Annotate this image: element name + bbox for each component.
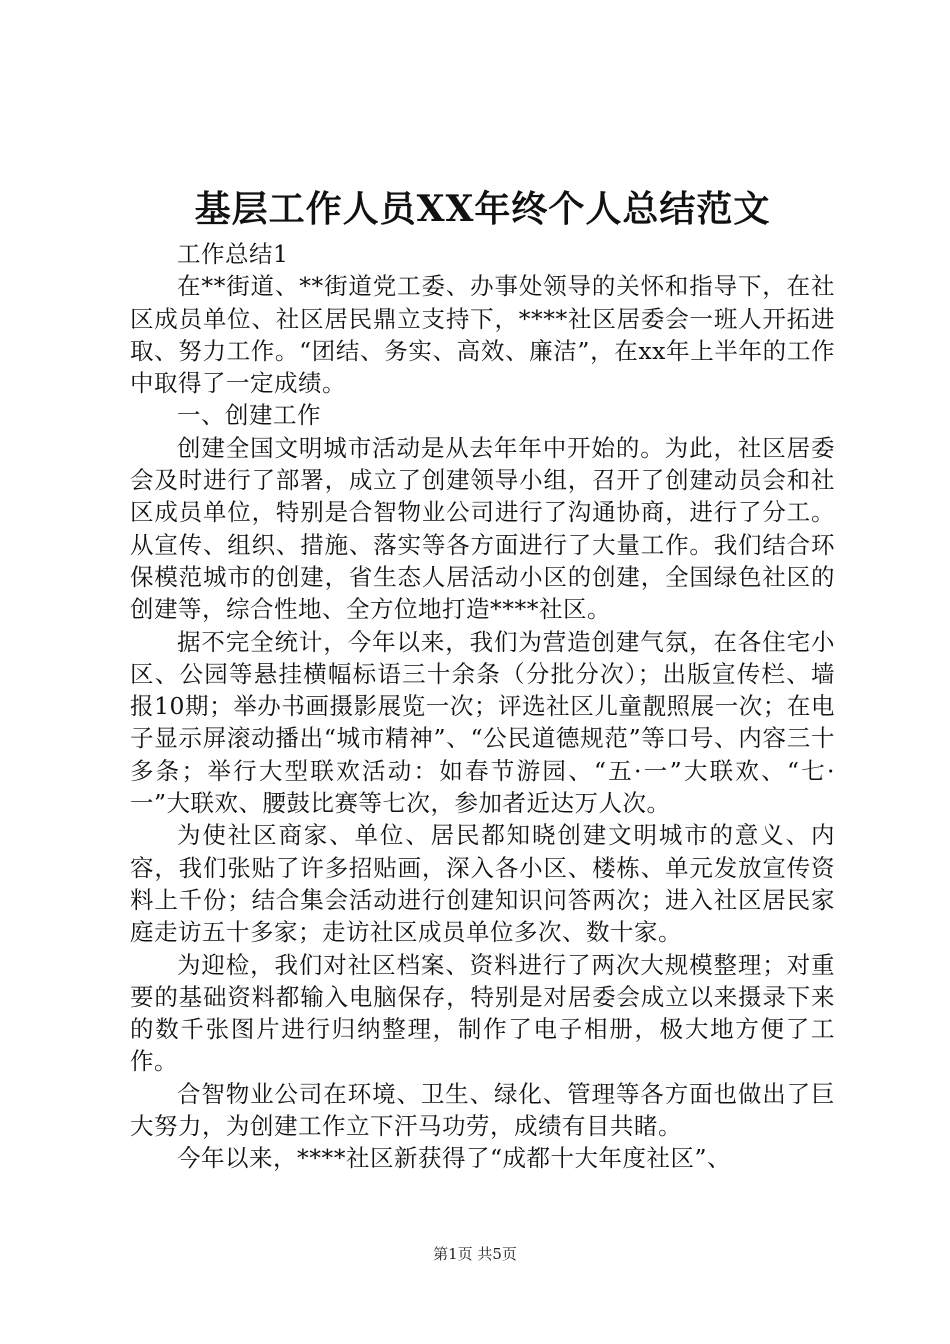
body-paragraph: 为使社区商家、单位、居民都知晓创建文明城市的意义、内容，我们张贴了许多招贴画，深入各小区、楼栋、单元发放宣传资料上千份；结合集会活动进行创建知识问答两次；进入社区居民家庭走访五十多家；走访社区成员单位多次、数十家。 bbox=[130, 821, 835, 947]
section-heading: 工作总结1 bbox=[177, 240, 289, 268]
body-paragraph: 合智物业公司在环境、卫生、绿化、管理等各方面也做出了巨大努力，为创建工作立下汗马功劳，成绩有目共睹。 bbox=[130, 1079, 835, 1141]
body-paragraph: 为迎检，我们对社区档案、资料进行了两次大规模整理；对重要的基础资料都输入电脑保存，特别是对居委会成立以来摄录下来的数千张图片进行归纳整理，制作了电子相册，极大地方便了工作。 bbox=[130, 950, 835, 1076]
body-paragraph: 今年以来，****社区新获得了“成都十大年度社区”、 bbox=[177, 1144, 732, 1173]
body-paragraph: 据不完全统计，今年以来，我们为营造创建气氛，在各住宅小区、公园等悬挂横幅标语三十余条（分批分次）；出版宣传栏、墙报10期；举办书画摄影展览一次；评选社区儿童靓照展一次；在电子显示屏滚动播出“城市精神”、“公民道德规范”等口号、内容三十多条；举行大型联欢活动：如春节游园、“五·一”大联欢、“七·一”大联欢、腰鼓比赛等七次，参加者近达万人次。 bbox=[130, 627, 835, 818]
document-title: 基层工作人员XX年终个人总结范文 bbox=[194, 188, 771, 230]
document-body bbox=[130, 238, 835, 1175]
section-heading: 一、创建工作 bbox=[177, 401, 321, 430]
body-paragraph: 创建全国文明城市活动是从去年年中开始的。为此，社区居委会及时进行了部署，成立了创建领导小组，召开了创建动员会和社区成员单位，特别是合智物业公司进行了沟通协商，进行了分工。从宣传、组织、措施、落实等各方面进行了大量工作。我们结合环保模范城市的创建，省生态人居活动小区的创建，全国绿色社区的创建等，综合性地、全方位地打造****社区。 bbox=[130, 433, 835, 624]
page-footer: 第1页 共5页 bbox=[433, 1245, 517, 1263]
body-paragraph: 在**街道、**街道党工委、办事处领导的关怀和指导下，在社区成员单位、社区居民鼎立支持下，****社区居委会一班人开拓进取、努力工作。“团结、务实、高效、廉洁”，在xx年上半年的工作中取得了一定成绩。 bbox=[130, 272, 835, 398]
